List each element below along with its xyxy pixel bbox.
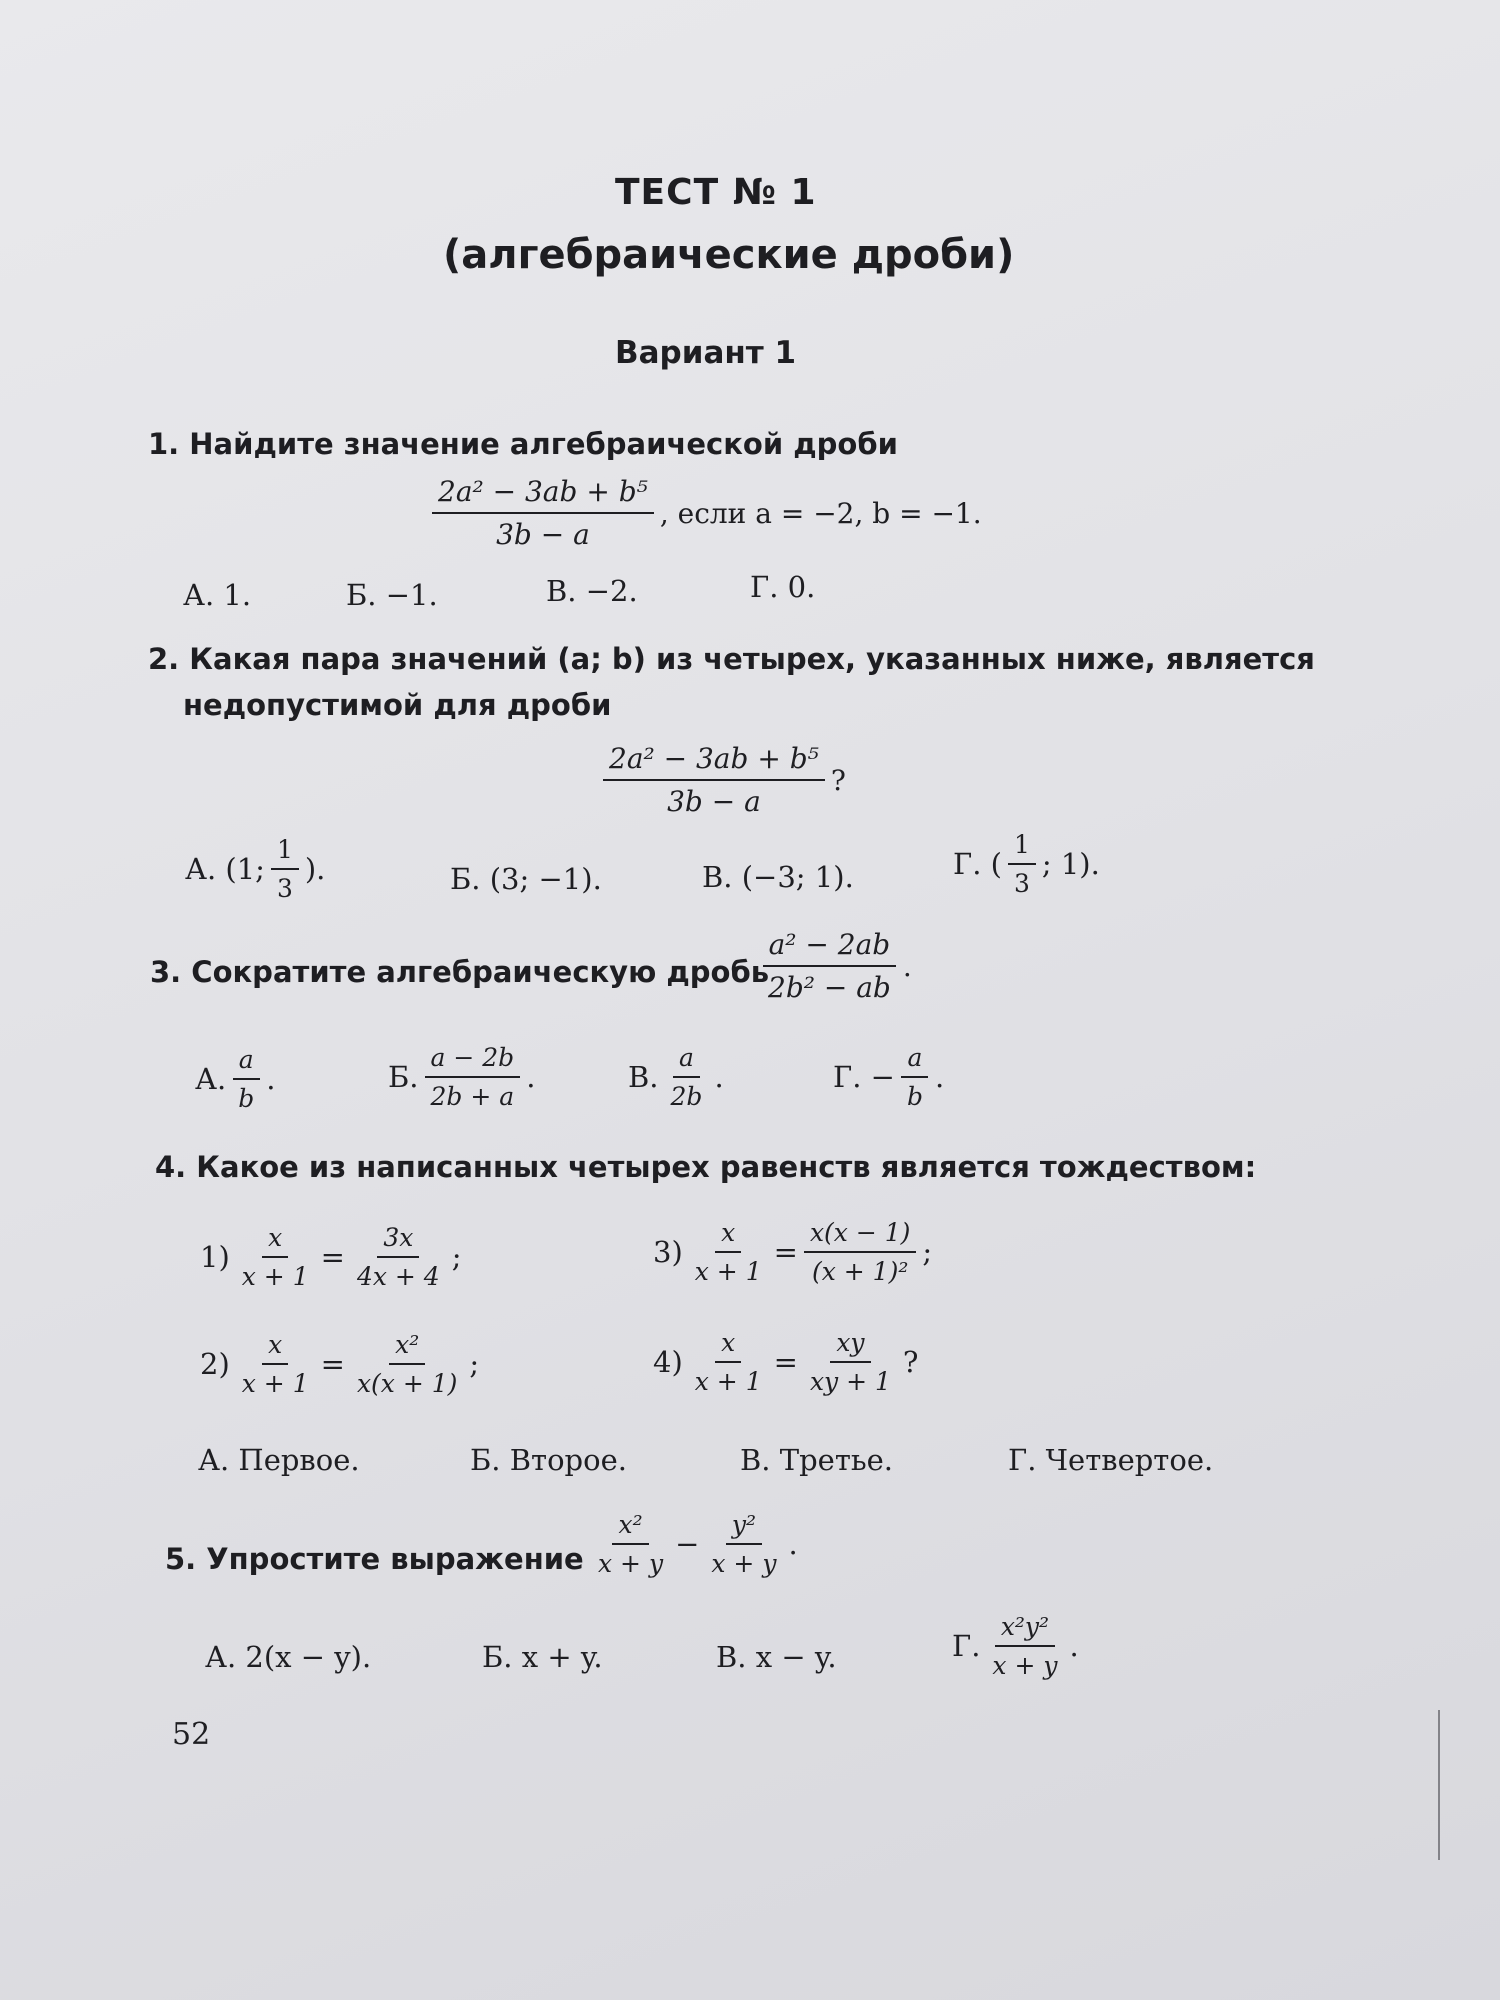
fraction-denominator: x + 1 (241, 1369, 309, 1398)
fraction-denominator: 2b (670, 1082, 703, 1111)
fraction-denominator: x + y (598, 1549, 664, 1578)
question-5-answer-c: В. x − y. (716, 1640, 837, 1674)
fraction-numerator: 1 (1008, 830, 1036, 865)
fraction-numerator: x(x − 1) (804, 1218, 916, 1253)
question-4-text: 4. Какое из написанных четырех равенств является тождеством: (155, 1150, 1257, 1184)
equation-right-fraction (804, 1218, 916, 1286)
equation-left-fraction (236, 1223, 315, 1291)
fraction-denominator: 2b² − ab (768, 971, 891, 1004)
answer-label: В. (628, 1060, 659, 1094)
question-4-answer-a: А. Первое. (198, 1443, 360, 1477)
question-1-text: 1. Найдите значение алгебраической дроби (148, 427, 898, 461)
question-4-answer-c: В. Третье. (740, 1443, 894, 1477)
page-edge-line (1438, 1710, 1440, 1860)
fraction-denominator: x(x + 1) (356, 1369, 458, 1398)
question-2-expression (603, 742, 846, 818)
question-5-expression (592, 1510, 798, 1578)
equals-sign: = (773, 1345, 798, 1379)
expression-tail: . (902, 949, 912, 983)
equation-tail: ; (451, 1240, 462, 1274)
answer-prefix: Г. ( (953, 847, 1002, 881)
question-3-answer-a (195, 1045, 275, 1113)
page-number: 52 (172, 1717, 211, 1752)
question-3-text: 3. Сократите алгебраическую дробь (150, 955, 770, 989)
answer-fraction (901, 1043, 929, 1111)
expression-term-1 (592, 1510, 669, 1578)
answer-tail: . (266, 1062, 276, 1096)
test-subtitle: (алгебраические дроби) (443, 232, 1015, 278)
fraction-numerator: x² (612, 1510, 648, 1545)
fraction-denominator: xy + 1 (809, 1367, 891, 1396)
fraction-denominator: x + 1 (694, 1257, 762, 1286)
fraction-numerator: a (233, 1045, 260, 1080)
question-2-fraction (603, 742, 825, 818)
equation-tail: ; (922, 1235, 933, 1269)
question-2-answer-b: Б. (3; −1). (450, 862, 602, 896)
question-4-equation-1 (200, 1223, 461, 1291)
fraction-denominator: 3 (1013, 869, 1030, 898)
question-4-answer-b: Б. Второе. (470, 1443, 627, 1477)
question-3-answer-c (628, 1043, 724, 1111)
equation-label: 1) (200, 1240, 230, 1274)
fraction-numerator: x² (389, 1330, 425, 1365)
answer-fraction (271, 835, 299, 903)
fraction-denominator: b (238, 1084, 255, 1113)
question-3-fraction (762, 928, 897, 1004)
variant-heading: Вариант 1 (615, 335, 797, 371)
question-1-condition: , если a = −2, b = −1. (659, 496, 982, 530)
fraction-numerator: xy (830, 1328, 870, 1363)
answer-tail: . (714, 1060, 724, 1094)
equation-right-fraction (351, 1330, 463, 1398)
equation-left-fraction (236, 1330, 315, 1398)
answer-suffix: ; 1). (1041, 847, 1100, 881)
fraction-denominator: 4x + 4 (356, 1262, 440, 1291)
fraction-numerator: y² (726, 1510, 762, 1545)
equation-left-fraction (689, 1218, 768, 1286)
fraction-denominator: b (906, 1082, 923, 1111)
equals-sign: = (320, 1240, 345, 1274)
fraction-numerator: 2a² − 3ab + b⁵ (603, 742, 825, 781)
question-4-equation-4 (653, 1328, 918, 1396)
fraction-denominator: 3b − a (667, 785, 761, 818)
question-1-answer-a: А. 1. (183, 578, 252, 612)
fraction-numerator: x (262, 1223, 288, 1258)
question-2-text-line1: 2. Какая пара значений (a; b) из четырех, указанных ниже, является (148, 642, 1315, 676)
answer-label: А. (195, 1062, 227, 1096)
equation-right-fraction (351, 1223, 446, 1291)
fraction-numerator: x (262, 1330, 288, 1365)
question-4-equation-2 (200, 1330, 479, 1398)
question-4-answer-d: Г. Четвертое. (1008, 1443, 1214, 1477)
fraction-denominator: 3b − a (496, 518, 590, 551)
expression-term-2 (705, 1510, 782, 1578)
question-1-answer-d: Г. 0. (750, 570, 816, 604)
question-2-answer-c: В. (−3; 1). (702, 860, 854, 894)
answer-label: Г. (952, 1629, 981, 1663)
equation-label: 4) (653, 1345, 683, 1379)
answer-label: Г. − (833, 1060, 895, 1094)
equation-left-fraction (689, 1328, 768, 1396)
fraction-denominator: x + y (992, 1651, 1058, 1680)
question-1-answer-b: Б. −1. (346, 578, 438, 612)
equation-tail: ? (902, 1345, 919, 1379)
fraction-numerator: x²y² (995, 1612, 1055, 1647)
question-5-answer-d (952, 1612, 1079, 1680)
fraction-denominator: 3 (276, 874, 293, 903)
fraction-numerator: 2a² − 3ab + b⁵ (432, 475, 654, 514)
fraction-numerator: x (715, 1328, 741, 1363)
fraction-numerator: a (901, 1043, 928, 1078)
answer-fraction (665, 1043, 709, 1111)
answer-tail: . (1069, 1629, 1079, 1663)
fraction-numerator: 3x (377, 1223, 419, 1258)
minus-sign: − (675, 1527, 700, 1561)
test-title: ТЕСТ № 1 (615, 172, 817, 213)
question-3-expression (762, 928, 912, 1004)
fraction-denominator: (x + 1)² (811, 1257, 909, 1286)
equation-label: 2) (200, 1347, 230, 1381)
expression-tail: . (788, 1527, 798, 1561)
question-5-text: 5. Упростите выражение (165, 1542, 584, 1576)
fraction-numerator: x (715, 1218, 741, 1253)
answer-fraction (1008, 830, 1036, 898)
question-1-fraction (432, 475, 654, 551)
answer-fraction (425, 1043, 521, 1111)
fraction-numerator: 1 (271, 835, 299, 870)
question-2-expression-tail: ? (830, 763, 846, 797)
answer-prefix: А. (1; (185, 852, 265, 886)
answer-fraction (986, 1612, 1063, 1680)
equals-sign: = (773, 1235, 798, 1269)
fraction-denominator: 2b + a (430, 1082, 515, 1111)
question-2-answer-a (185, 835, 325, 903)
fraction-denominator: x + 1 (241, 1262, 309, 1291)
answer-tail: . (526, 1060, 536, 1094)
answer-tail: . (934, 1060, 945, 1094)
equation-tail: ; (469, 1347, 480, 1381)
answer-label: Б. (388, 1060, 419, 1094)
fraction-denominator: x + 1 (694, 1367, 762, 1396)
fraction-denominator: x + y (711, 1549, 777, 1578)
answer-suffix: ). (304, 852, 326, 886)
question-5-answer-b: Б. x + y. (482, 1640, 603, 1674)
answer-fraction (232, 1045, 260, 1113)
question-1-expression (432, 475, 982, 551)
fraction-numerator: a² − 2ab (763, 928, 897, 967)
question-3-answer-d (833, 1043, 944, 1111)
question-2-answer-d (953, 830, 1100, 898)
question-1-answer-c: В. −2. (546, 574, 638, 608)
question-2-text-line2: недопустимой для дроби (183, 688, 612, 722)
equation-label: 3) (653, 1235, 683, 1269)
question-5-answer-a: А. 2(x − y). (205, 1640, 372, 1674)
question-4-equation-3 (653, 1218, 932, 1286)
question-3-answer-b (388, 1043, 535, 1111)
equals-sign: = (320, 1347, 345, 1381)
fraction-numerator: a (673, 1043, 700, 1078)
equation-right-fraction (804, 1328, 897, 1396)
fraction-numerator: a − 2b (425, 1043, 521, 1078)
